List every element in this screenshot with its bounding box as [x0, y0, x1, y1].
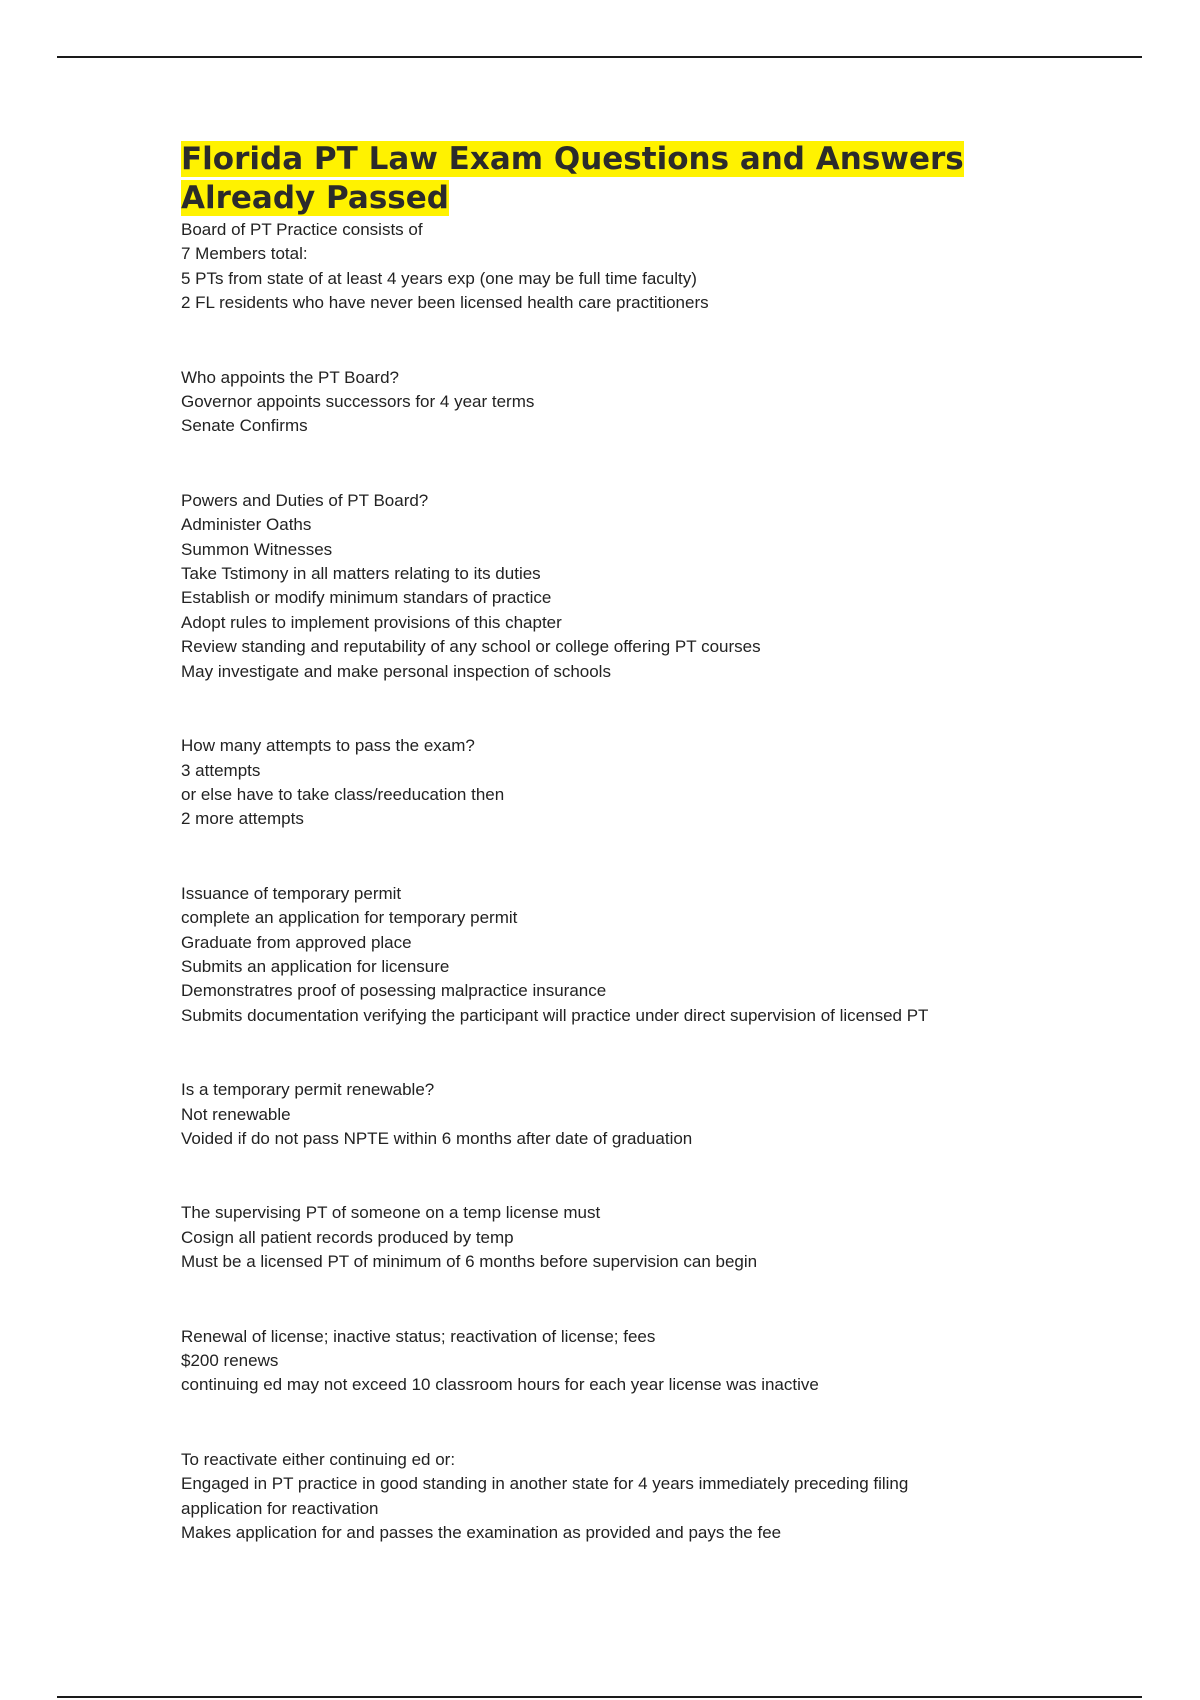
- answer-line: Review standing and reputability of any school or college offering PT courses: [181, 637, 761, 657]
- answer-line: application for reactivation: [181, 1498, 379, 1518]
- qa-license-renewal: [181, 1325, 1081, 1398]
- answer-line: 2 more attempts: [181, 809, 304, 829]
- answer-line: or else have to take class/reeducation then: [181, 784, 505, 804]
- question-text: Issuance of temporary permit: [181, 883, 402, 903]
- page-top-rule: [57, 56, 1142, 58]
- answer-line: May investigate and make personal inspection of schools: [181, 661, 611, 681]
- question-text: Renewal of license; inactive status; reactivation of license; fees: [181, 1326, 656, 1346]
- qa-supervising-pt: [181, 1201, 1081, 1274]
- qa-board-composition: [181, 218, 1081, 316]
- qa-reactivation: [181, 1448, 1081, 1546]
- answer-line: Submits documentation verifying the participant will practice under direct supervision of licensed PT: [181, 1005, 929, 1025]
- answer-line: Demonstratres proof of posessing malpractice insurance: [181, 981, 607, 1001]
- answer-line: continuing ed may not exceed 10 classroom hours for each year license was inactive: [181, 1375, 819, 1395]
- answer-line: 5 PTs from state of at least 4 years exp (one may be full time faculty): [181, 268, 697, 288]
- answer-line: Establish or modify minimum standars of practice: [181, 588, 552, 608]
- question-text: Powers and Duties of PT Board?: [181, 490, 429, 510]
- question-text: How many attempts to pass the exam?: [181, 736, 475, 756]
- answer-line: Graduate from approved place: [181, 932, 412, 952]
- page-bottom-rule: [57, 1696, 1142, 1698]
- answer-line: complete an application for temporary permit: [181, 908, 518, 928]
- title-line-1: Florida PT Law Exam Questions and Answers: [181, 141, 964, 177]
- question-text: Is a temporary permit renewable?: [181, 1080, 435, 1100]
- qa-board-appointment: [181, 366, 1081, 439]
- answer-line: 7 Members total:: [181, 244, 308, 264]
- answer-line: Makes application for and passes the examination as provided and pays the fee: [181, 1523, 782, 1543]
- qa-board-powers: [181, 489, 1081, 684]
- title-line-2: Already Passed: [181, 180, 449, 216]
- qa-permit-renewable: [181, 1078, 1081, 1151]
- answer-line: Summon Witnesses: [181, 539, 333, 559]
- answer-line: Submits an application for licensure: [181, 956, 450, 976]
- answer-line: Not renewable: [181, 1104, 291, 1124]
- answer-line: Cosign all patient records produced by temp: [181, 1227, 514, 1247]
- question-text: To reactivate either continuing ed or:: [181, 1449, 456, 1469]
- question-text: Who appoints the PT Board?: [181, 367, 399, 387]
- answer-line: Administer Oaths: [181, 515, 312, 535]
- question-text: The supervising PT of someone on a temp license must: [181, 1203, 601, 1223]
- question-text: Board of PT Practice consists of: [181, 220, 423, 239]
- answer-line: Engaged in PT practice in good standing in another state for 4 years immediately preceding filing: [181, 1474, 909, 1494]
- answer-line: Must be a licensed PT of minimum of 6 months before supervision can begin: [181, 1252, 758, 1272]
- document-title: [181, 140, 1081, 218]
- answer-line: Voided if do not pass NPTE within 6 months after date of graduation: [181, 1128, 693, 1148]
- qa-temporary-permit: [181, 882, 1081, 1028]
- answer-line: Take Tstimony in all matters relating to its duties: [181, 564, 541, 584]
- qa-exam-attempts: [181, 734, 1081, 832]
- answer-line: Adopt rules to implement provisions of this chapter: [181, 612, 562, 632]
- document-body: [181, 140, 1081, 1595]
- answer-line: Governor appoints successors for 4 year terms: [181, 392, 535, 412]
- answer-line: $200 renews: [181, 1351, 279, 1370]
- answer-line: Senate Confirms: [181, 416, 308, 436]
- answer-line: 2 FL residents who have never been licensed health care practitioners: [181, 293, 709, 313]
- answer-line: 3 attempts: [181, 760, 261, 780]
